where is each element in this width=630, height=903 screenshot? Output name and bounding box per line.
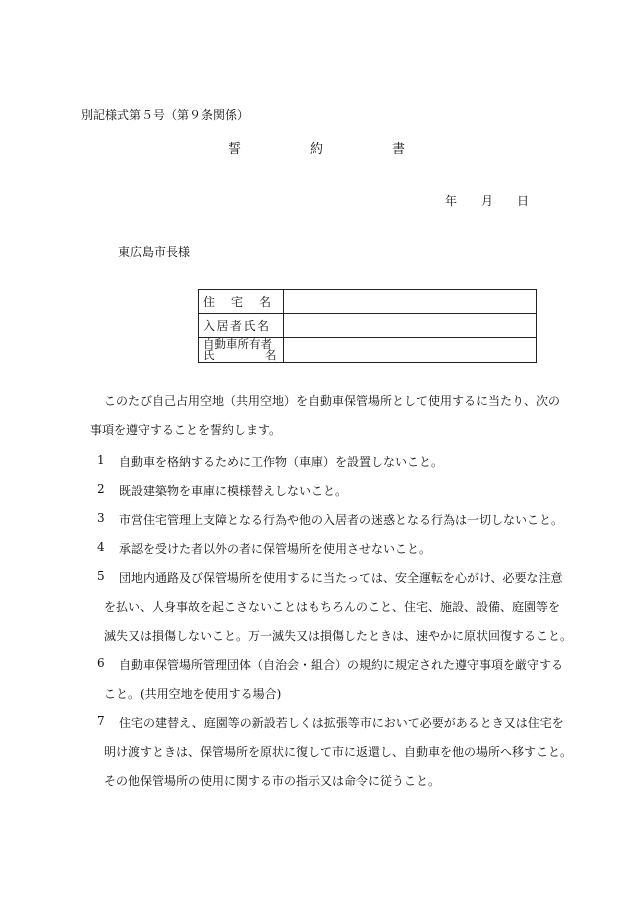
item-number: 4	[97, 540, 105, 554]
item-number: 2	[97, 482, 105, 496]
intro-line: このたび自己占用空地（共用空地）を自動車保管場所として使用するに当たり、次の	[104, 394, 561, 408]
date-month-label: 月	[481, 194, 494, 208]
residence-name-label: 住 宅 名	[199, 290, 284, 314]
resident-name-field[interactable]	[284, 314, 537, 338]
item-text: 承認を受けた者以外の者に保管場所を使用させないこと。	[119, 542, 432, 556]
title-char: 書	[392, 142, 406, 157]
date-year-label: 年	[445, 194, 458, 208]
item-number: 1	[97, 453, 105, 467]
car-owner-name-field[interactable]	[284, 338, 537, 363]
item-text: 滅失又は損傷しないこと。万一滅失又は損傷したときは、速やかに原状回復すること。	[104, 629, 573, 643]
title-char: 誓	[228, 142, 242, 157]
table-row	[199, 338, 537, 363]
item-number: 3	[97, 511, 105, 525]
car-owner-name-label: 自動車所有者 氏 名	[199, 338, 284, 363]
item-text: その他保管場所の使用に関する市の指示又は命令に従うこと。	[104, 774, 441, 788]
item-number: 5	[97, 569, 105, 583]
item-text: 団地内通路及び保管場所を使用するに当たっては、安全運転を心がけ、必要な注意	[119, 571, 563, 585]
table-row	[199, 314, 537, 338]
form-number: 別記様式第５号（第９条関係）	[81, 108, 250, 122]
item-text: 自動車保管場所管理団体（自治会・組合）の規約に規定された遵守事項を厳守する	[119, 658, 564, 672]
item-text: こと。(共用空地を使用する場合)	[104, 687, 282, 701]
item-text: 住宅の建替え、庭園等の新設若しくは拡張等市において必要があるとき又は住宅を	[119, 716, 564, 730]
date-day-label: 日	[517, 194, 530, 208]
car-owner-label-line1: 自動車所有者	[203, 337, 272, 351]
applicant-info-table	[198, 289, 537, 363]
resident-name-label: 入居者氏名	[199, 314, 284, 338]
item-text: 自動車を格納するために工作物（車庫）を設置しないこと。	[119, 455, 444, 469]
intro-line: 事項を遵守することを誓約します。	[90, 423, 282, 437]
item-text: 明け渡すときは、保管場所を原状に復して市に返還し、自動車を他の場所へ移すこと。	[104, 745, 573, 759]
title-char: 約	[310, 142, 324, 157]
item-text: を払い、人身事故を起こさないことはもちろんのこと、住宅、施設、設備、庭園等を	[104, 600, 561, 614]
residence-name-field[interactable]	[284, 290, 537, 314]
addressee: 東広島市長様	[118, 245, 191, 259]
item-text: 既設建築物を車庫に模様替えしないこと。	[119, 484, 348, 498]
table-row	[199, 290, 537, 314]
item-number: 6	[97, 656, 105, 670]
item-text: 市営住宅管理上支障となる行為や他の入居者の迷惑となる行為は一切しないこと。	[119, 513, 564, 527]
item-number: 7	[97, 714, 105, 728]
